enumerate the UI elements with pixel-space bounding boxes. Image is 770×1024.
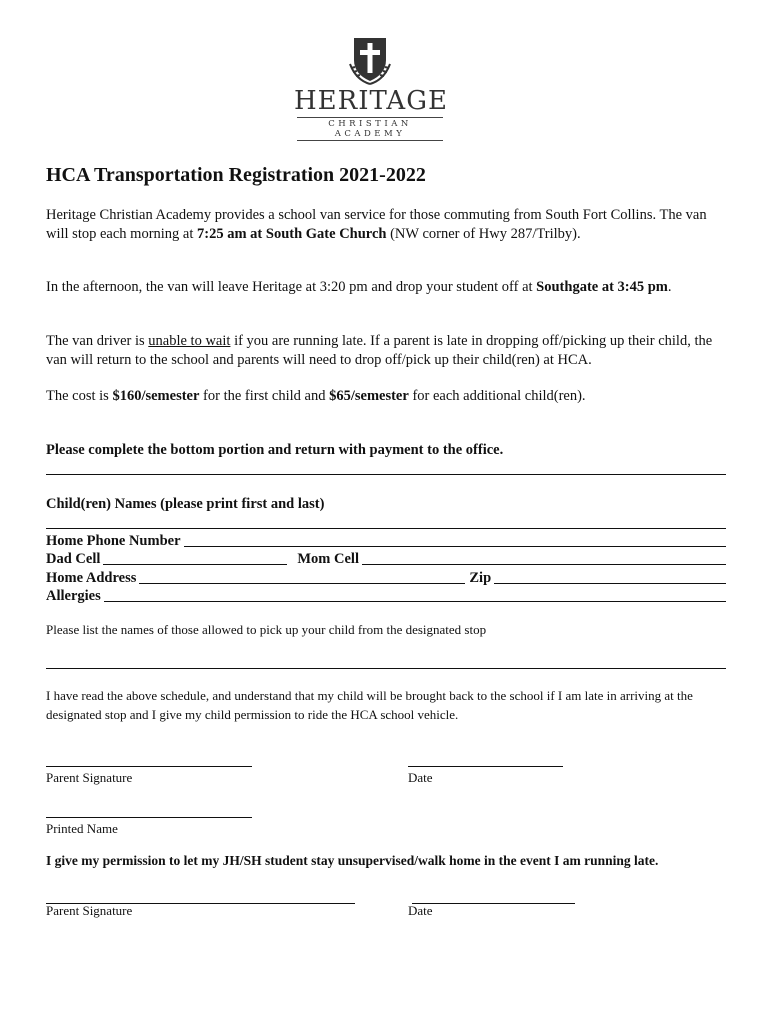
cost-text-2: for the first child and xyxy=(199,388,330,404)
date-label: Date xyxy=(408,770,433,785)
cost-paragraph xyxy=(46,387,726,406)
late-policy-text-1: The van driver is xyxy=(46,333,149,349)
printed-name-label: Printed Name xyxy=(46,821,118,836)
date-field[interactable] xyxy=(408,766,563,767)
section-divider xyxy=(46,474,726,475)
intro-paragraph xyxy=(46,206,726,243)
school-logo xyxy=(294,34,446,141)
children-names-label: Child(ren) Names (please print first and last) xyxy=(46,496,325,512)
unsupervised-permission-text: I give my permission to let my JH/SH student stay unsupervised/walk home in the event I am running late. xyxy=(46,853,659,868)
home-phone-row xyxy=(46,532,726,550)
logo-school-name: HERITAGE xyxy=(294,86,448,116)
late-policy-text-2: if you are running late. If a parent is late in dropping off/picking up their child, the van will return to the school and parents will need to drop off/pick up their child(ren) at HCA. xyxy=(46,333,713,368)
pickup-prompt: Please list the names of those allowed to pick up your child from the designated stop xyxy=(46,622,487,637)
children-names-field[interactable] xyxy=(46,528,726,529)
home-phone-label: Home Phone Number xyxy=(46,533,181,549)
date-2-label: Date xyxy=(408,903,433,918)
intro-text-1: Heritage Christian Academy provides a school van service for those commuting from South Fort Collins. The van will stop each morning at xyxy=(46,207,707,242)
home-address-label: Home Address xyxy=(46,570,137,586)
shield-cross-icon xyxy=(344,34,396,86)
afternoon-text-2: . xyxy=(667,279,672,295)
intro-bold-time: 7:25 am at South Gate Church xyxy=(197,225,387,242)
afternoon-bold-time: Southgate at 3:45 pm xyxy=(536,279,668,295)
dad-cell-label: Dad Cell xyxy=(46,551,101,567)
intro-text-2: (NW corner of Hwy 287/Trilby). xyxy=(386,225,581,242)
zip-field[interactable] xyxy=(494,583,726,584)
zip-label: Zip xyxy=(469,570,492,586)
printed-name-field[interactable] xyxy=(46,817,252,818)
mom-cell-label: Mom Cell xyxy=(297,551,359,567)
home-address-field[interactable] xyxy=(139,583,465,584)
page-title: HCA Transportation Registration 2021-2022 xyxy=(46,164,426,186)
date-2-field[interactable] xyxy=(412,903,575,904)
address-row xyxy=(46,569,726,587)
parent-signature-field[interactable] xyxy=(46,766,252,767)
parent-cell-row xyxy=(46,550,726,568)
pickup-names-field[interactable] xyxy=(46,668,726,669)
cost-text-1: The cost is xyxy=(46,388,113,404)
return-instruction: Please complete the bottom portion and return with payment to the office. xyxy=(46,442,504,458)
mom-cell-field[interactable] xyxy=(362,564,726,565)
allergies-label: Allergies xyxy=(46,588,101,604)
afternoon-paragraph xyxy=(46,278,726,297)
allergies-row xyxy=(46,587,726,605)
cost-text-3: for each additional child(ren). xyxy=(408,388,586,404)
cost-additional-child: $65/semester xyxy=(329,388,409,404)
afternoon-text-1: In the afternoon, the van will leave Heritage at 3:20 pm and drop your student off at xyxy=(46,279,537,295)
late-policy-paragraph xyxy=(46,332,726,369)
cost-first-child: $160/semester xyxy=(112,388,200,404)
home-phone-field[interactable] xyxy=(184,546,726,547)
dad-cell-field[interactable] xyxy=(103,564,287,565)
parent-signature-label: Parent Signature xyxy=(46,770,133,785)
acknowledgement-text: I have read the above schedule, and understand that my child will be brought back to the school if I am late in arriving at the designated stop and I give my child permission to ride the HCA school vehicle. xyxy=(46,688,693,722)
logo-school-subtitle: CHRISTIAN ACADEMY xyxy=(297,117,443,141)
late-policy-underlined: unable to wait xyxy=(148,333,231,349)
allergies-field[interactable] xyxy=(104,601,726,602)
parent-signature-2-label: Parent Signature xyxy=(46,903,133,918)
